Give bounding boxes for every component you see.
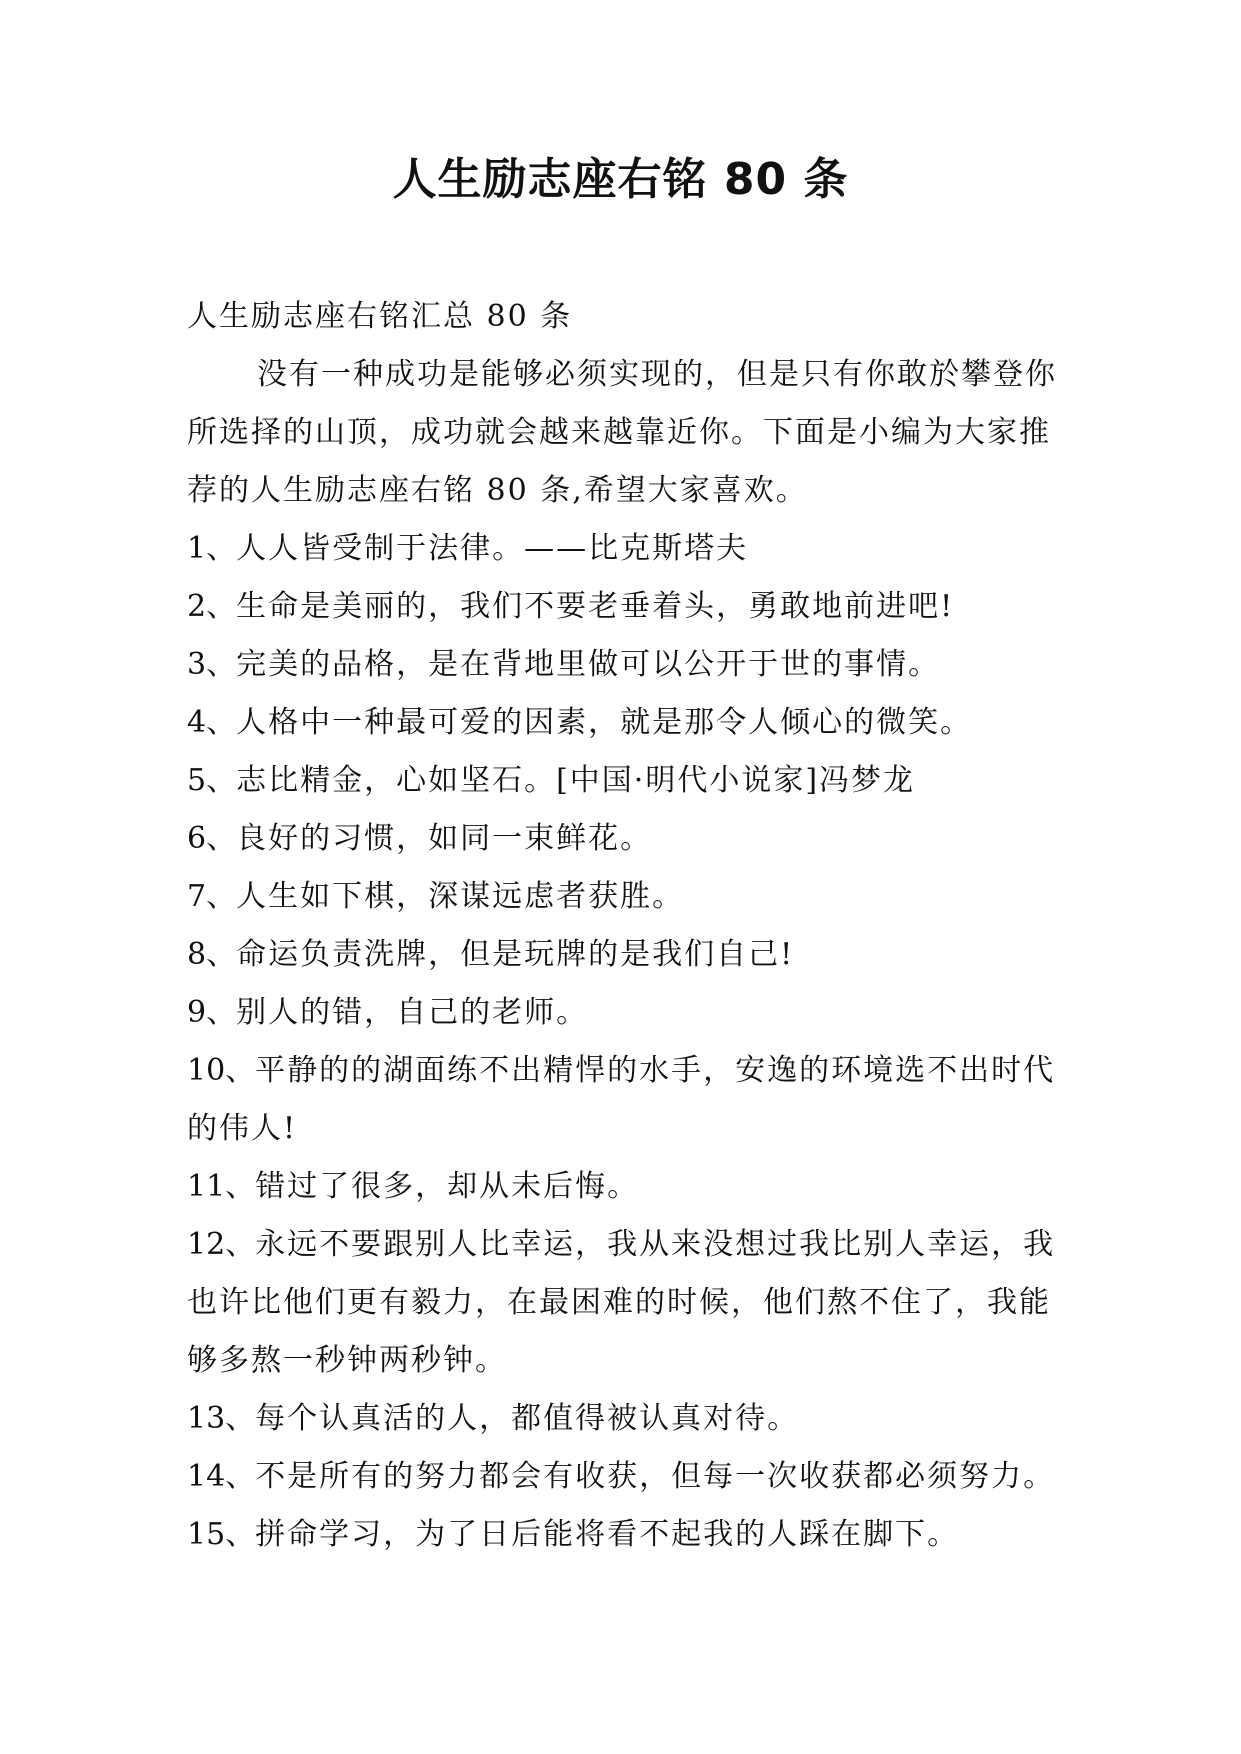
list-item xyxy=(187,1390,1067,1448)
item-number: 12、 xyxy=(187,1227,256,1262)
list-item xyxy=(187,984,1067,1042)
item-text: 人生如下棋，深谋远虑者获胜。 xyxy=(236,879,685,914)
item-number: 3、 xyxy=(187,647,237,682)
item-text: 志比精金，心如坚石。[中国·明代小说家]冯梦龙 xyxy=(236,763,916,798)
list-item xyxy=(187,520,1067,578)
item-text: 拼命学习，为了日后能将看不起我的人踩在脚下。 xyxy=(255,1517,960,1552)
item-text: 别人的错，自己的老师。 xyxy=(236,995,589,1030)
list-item xyxy=(187,810,1067,868)
list-item xyxy=(187,1448,1067,1506)
list-item xyxy=(187,1158,1067,1216)
item-number: 11、 xyxy=(187,1169,256,1204)
item-text: 完美的品格，是在背地里做可以公开于世的事情。 xyxy=(236,647,941,682)
item-number: 6、 xyxy=(187,821,237,856)
item-number: 8、 xyxy=(187,937,237,972)
list-item xyxy=(187,1506,1067,1564)
list-item xyxy=(187,926,1067,984)
list-item xyxy=(187,1042,1067,1158)
list-item xyxy=(187,578,1067,636)
item-number: 2、 xyxy=(187,589,237,624)
item-number: 4、 xyxy=(187,705,237,740)
list-item xyxy=(187,694,1067,752)
list-item xyxy=(187,868,1067,926)
item-text: 命运负责洗牌，但是玩牌的是我们自己! xyxy=(236,937,795,972)
intro-paragraph: 没有一种成功是能够必须实现的，但是只有你敢於攀登你所选择的山顶，成功就会越来越靠近你。下面是小编为大家推荐的人生励志座右铭 80 条,希望大家喜欢。 xyxy=(187,357,1057,508)
item-text: 生命是美丽的，我们不要老垂着头，勇敢地前进吧! xyxy=(236,589,955,624)
item-number: 9、 xyxy=(187,995,237,1030)
item-number: 14、 xyxy=(187,1459,256,1494)
item-text: 永远不要跟别人比幸运，我从来没想过我比别人幸运，我也许比他们更有毅力，在最困难的时候，他们熬不住了，我能够多熬一秒钟两秒钟。 xyxy=(187,1227,1056,1378)
item-text: 平静的的湖面练不出精悍的水手，安逸的环境选不出时代的伟人! xyxy=(187,1053,1056,1146)
list-item xyxy=(187,636,1067,694)
item-number: 1、 xyxy=(187,531,237,566)
document-body xyxy=(187,288,1067,1564)
list-item xyxy=(187,1216,1067,1390)
document-subtitle: 人生励志座右铭汇总 80 条 xyxy=(187,299,573,334)
item-text: 错过了很多，却从未后悔。 xyxy=(255,1169,640,1204)
item-text: 不是所有的努力都会有收获，但每一次收获都必须努力。 xyxy=(255,1459,1056,1494)
item-number: 5、 xyxy=(187,763,237,798)
item-text: 良好的习惯，如同一束鲜花。 xyxy=(236,821,653,856)
list-item xyxy=(187,752,1067,810)
item-number: 15、 xyxy=(187,1517,256,1552)
item-text: 人人皆受制于法律。——比克斯塔夫 xyxy=(236,531,749,566)
item-text: 人格中一种最可爱的因素，就是那令人倾心的微笑。 xyxy=(236,705,973,740)
item-number: 13、 xyxy=(187,1401,256,1436)
document-title: 人生励志座右铭 80 条 xyxy=(392,154,849,205)
item-number: 10、 xyxy=(187,1053,256,1088)
item-number: 7、 xyxy=(187,879,237,914)
item-text: 每个认真活的人，都值得被认真对待。 xyxy=(255,1401,800,1436)
